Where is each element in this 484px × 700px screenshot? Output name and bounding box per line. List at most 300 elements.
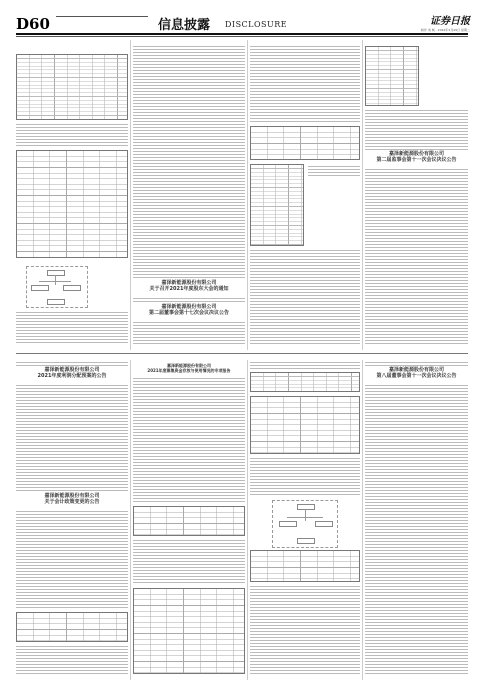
text-line — [16, 568, 128, 569]
text-line — [250, 613, 360, 614]
text-line — [133, 277, 245, 278]
text-line — [365, 385, 468, 386]
text-line — [365, 517, 468, 518]
text-line — [133, 70, 245, 71]
text-line — [133, 561, 245, 562]
text-line — [365, 667, 468, 668]
text-line — [308, 172, 360, 173]
text-line — [250, 313, 360, 314]
text-line — [250, 64, 360, 65]
text-line — [133, 160, 245, 161]
text-line — [250, 622, 360, 623]
text-line — [16, 445, 128, 446]
text-line — [133, 459, 245, 460]
text-line — [250, 319, 360, 320]
header-meta: 制作 刘 畅 · 2022年3月29日 星期二 — [420, 28, 470, 32]
text-line — [250, 652, 360, 653]
text-line — [133, 97, 245, 98]
text-line — [16, 598, 128, 599]
text-line — [365, 640, 468, 641]
text-line — [133, 322, 245, 323]
text-line — [16, 550, 128, 551]
text-line — [16, 362, 128, 363]
text-line — [365, 131, 468, 132]
text-line — [16, 532, 128, 533]
text-line — [365, 343, 468, 344]
text-line — [365, 487, 468, 488]
text-line — [16, 520, 128, 521]
text-line — [365, 538, 468, 539]
text-line — [133, 169, 245, 170]
text-line — [365, 307, 468, 308]
text-line — [365, 178, 468, 179]
text-line — [365, 610, 468, 611]
text-line — [308, 166, 360, 167]
text-line — [16, 321, 128, 322]
text-line — [250, 304, 360, 305]
text-line — [365, 334, 468, 335]
section-divider — [16, 353, 468, 354]
text-line — [250, 601, 360, 602]
text-line — [16, 433, 128, 434]
text-line — [365, 409, 468, 410]
text-line — [365, 268, 468, 269]
text-line — [133, 393, 245, 394]
text-line — [250, 586, 360, 587]
bottom-half — [16, 360, 468, 680]
text-line — [365, 238, 468, 239]
text-line — [133, 268, 245, 269]
text-line — [16, 544, 128, 545]
text-line — [365, 340, 468, 341]
text-line — [16, 460, 128, 461]
text-line — [16, 565, 128, 566]
text-line — [365, 217, 468, 218]
text-line — [133, 247, 245, 248]
text-line — [133, 76, 245, 77]
text-line — [16, 394, 128, 395]
text-line — [16, 418, 128, 419]
text-line — [365, 502, 468, 503]
text-line — [250, 58, 360, 59]
text-line — [133, 256, 245, 257]
text-line — [133, 274, 245, 275]
text-line — [16, 511, 128, 512]
notice-title: 嘉泽新能源股份有限公司 2021年度募集资金存放与使用情况的专项报告 — [147, 363, 231, 373]
text-line — [365, 110, 468, 111]
data-table — [16, 54, 128, 120]
text-line — [16, 478, 128, 479]
text-line — [133, 328, 245, 329]
text-line — [365, 113, 468, 114]
text-line — [365, 655, 468, 656]
text-line — [16, 586, 128, 587]
text-line — [365, 116, 468, 117]
text-line — [133, 477, 245, 478]
text-line — [16, 439, 128, 440]
text-line — [133, 486, 245, 487]
text-line — [365, 595, 468, 596]
text-line — [16, 397, 128, 398]
text-line — [133, 148, 245, 149]
text-line — [365, 484, 468, 485]
text-line — [365, 223, 468, 224]
text-line — [365, 316, 468, 317]
text-line — [365, 172, 468, 173]
data-table — [250, 372, 360, 392]
text-line — [250, 331, 360, 332]
text-line — [133, 489, 245, 490]
top-col-2 — [133, 40, 245, 350]
text-line — [16, 601, 128, 602]
text-line — [365, 175, 468, 176]
text-line — [250, 655, 360, 656]
text-line — [365, 496, 468, 497]
text-line — [133, 106, 245, 107]
text-line — [133, 340, 245, 341]
column-divider — [130, 360, 131, 680]
text-line — [250, 118, 360, 119]
text-line — [133, 337, 245, 338]
notice-title: 嘉泽新能源股份有限公司 关于召开2021年度股东大会的通知 — [149, 280, 229, 292]
notice-title: 嘉泽新能源股份有限公司 第二届董事会第十七次会议决议公告 — [148, 304, 229, 316]
text-line — [133, 271, 245, 272]
text-line — [365, 592, 468, 593]
text-line — [133, 483, 245, 484]
text-line — [365, 670, 468, 671]
text-line — [365, 604, 468, 605]
text-line — [250, 268, 360, 269]
text-line — [133, 151, 245, 152]
text-line — [16, 430, 128, 431]
text-line — [365, 511, 468, 512]
text-line — [365, 541, 468, 542]
text-line — [133, 163, 245, 164]
text-line — [133, 136, 245, 137]
text-line — [133, 429, 245, 430]
structure-diagram — [272, 500, 338, 548]
text-line — [16, 547, 128, 548]
text-line — [365, 451, 468, 452]
text-line — [133, 100, 245, 101]
text-line — [133, 423, 245, 424]
text-line — [365, 256, 468, 257]
text-line — [16, 514, 128, 515]
text-line — [16, 324, 128, 325]
text-line — [133, 85, 245, 86]
text-line — [365, 643, 468, 644]
bottom-col-4 — [365, 360, 468, 680]
text-line — [133, 82, 245, 83]
text-line — [365, 616, 468, 617]
text-line — [365, 412, 468, 413]
text-line — [16, 385, 128, 386]
text-line — [133, 495, 245, 496]
text-line — [250, 631, 360, 632]
text-line — [133, 438, 245, 439]
text-line — [133, 61, 245, 62]
text-line — [250, 292, 360, 293]
notice-title: 嘉泽新能源股份有限公司 2021年度利润分配预案的公告 — [37, 367, 107, 379]
text-line — [133, 109, 245, 110]
text-line — [133, 471, 245, 472]
text-line — [365, 523, 468, 524]
text-line — [16, 523, 128, 524]
text-line — [16, 388, 128, 389]
text-line — [16, 342, 128, 343]
text-line — [133, 238, 245, 239]
text-line — [365, 598, 468, 599]
text-line — [133, 199, 245, 200]
text-line — [16, 646, 128, 647]
text-line — [133, 301, 245, 302]
text-line — [365, 601, 468, 602]
text-line — [365, 493, 468, 494]
text-line — [250, 274, 360, 275]
text-line — [133, 396, 245, 397]
text-line — [133, 492, 245, 493]
top-col-1 — [16, 40, 128, 350]
text-line — [16, 442, 128, 443]
text-line — [133, 55, 245, 56]
text-line — [133, 555, 245, 556]
text-line — [16, 451, 128, 452]
text-line — [16, 142, 128, 143]
text-line — [16, 127, 128, 128]
text-line — [250, 610, 360, 611]
text-line — [365, 652, 468, 653]
text-line — [133, 220, 245, 221]
text-line — [365, 193, 468, 194]
text-line — [16, 130, 128, 131]
text-line — [365, 559, 468, 560]
text-line — [133, 325, 245, 326]
text-line — [133, 46, 245, 47]
text-line — [133, 178, 245, 179]
text-line — [365, 403, 468, 404]
text-line — [250, 598, 360, 599]
text-line — [133, 414, 245, 415]
text-line — [133, 265, 245, 266]
text-line — [250, 488, 360, 489]
text-line — [16, 391, 128, 392]
bottom-col-3 — [250, 360, 360, 680]
text-line — [133, 91, 245, 92]
text-line — [133, 579, 245, 580]
text-line — [250, 646, 360, 647]
text-line — [365, 439, 468, 440]
text-line — [133, 546, 245, 547]
text-line — [365, 475, 468, 476]
text-line — [16, 466, 128, 467]
text-line — [365, 202, 468, 203]
text-line — [250, 301, 360, 302]
text-line — [133, 549, 245, 550]
text-line — [133, 298, 245, 299]
text-line — [365, 325, 468, 326]
text-line — [16, 406, 128, 407]
data-table — [133, 506, 245, 536]
text-line — [250, 115, 360, 116]
text-line — [133, 498, 245, 499]
text-line — [133, 474, 245, 475]
text-line — [365, 607, 468, 608]
text-line — [365, 247, 468, 248]
text-line — [365, 583, 468, 584]
text-line — [365, 292, 468, 293]
text-line — [365, 580, 468, 581]
text-line — [133, 259, 245, 260]
text-line — [250, 253, 360, 254]
text-line — [16, 336, 128, 337]
text-line — [250, 365, 360, 366]
text-line — [365, 229, 468, 230]
text-line — [365, 271, 468, 272]
data-table — [365, 46, 419, 106]
text-line — [16, 667, 128, 668]
text-line — [365, 388, 468, 389]
text-line — [250, 106, 360, 107]
text-line — [133, 543, 245, 544]
text-line — [250, 316, 360, 317]
text-line — [365, 658, 468, 659]
text-line — [365, 574, 468, 575]
text-line — [133, 79, 245, 80]
text-line — [365, 143, 468, 144]
text-line — [16, 481, 128, 482]
text-line — [250, 322, 360, 323]
text-line — [16, 553, 128, 554]
top-half — [16, 40, 468, 350]
text-line — [16, 604, 128, 605]
text-line — [365, 457, 468, 458]
text-line — [365, 520, 468, 521]
text-line — [16, 652, 128, 653]
top-col-3 — [250, 40, 360, 350]
text-line — [133, 334, 245, 335]
text-line — [250, 310, 360, 311]
text-line — [133, 411, 245, 412]
text-line — [16, 607, 128, 608]
page-header — [0, 0, 484, 44]
text-line — [365, 469, 468, 470]
text-line — [365, 146, 468, 147]
header-rule-thin — [16, 36, 468, 37]
text-line — [16, 670, 128, 671]
text-line — [16, 529, 128, 530]
text-line — [133, 390, 245, 391]
text-line — [250, 628, 360, 629]
text-line — [133, 154, 245, 155]
text-line — [365, 211, 468, 212]
text-line — [133, 127, 245, 128]
text-line — [250, 283, 360, 284]
text-line — [16, 571, 128, 572]
text-line — [365, 134, 468, 135]
text-line — [250, 491, 360, 492]
text-line — [365, 208, 468, 209]
header-accent-rule — [56, 16, 148, 17]
text-line — [250, 640, 360, 641]
text-line — [250, 664, 360, 665]
text-line — [16, 436, 128, 437]
column-divider — [130, 40, 131, 350]
text-line — [133, 558, 245, 559]
text-line — [365, 436, 468, 437]
text-line — [133, 103, 245, 104]
text-line — [16, 559, 128, 560]
text-line — [365, 310, 468, 311]
column-divider — [247, 360, 248, 680]
text-line — [365, 424, 468, 425]
text-line — [250, 479, 360, 480]
text-line — [250, 82, 360, 83]
text-line — [133, 172, 245, 173]
column-divider — [247, 40, 248, 350]
text-line — [250, 482, 360, 483]
text-line — [133, 214, 245, 215]
text-line — [250, 343, 360, 344]
text-line — [250, 362, 360, 363]
text-line — [16, 535, 128, 536]
text-line — [133, 193, 245, 194]
text-line — [16, 457, 128, 458]
text-line — [365, 128, 468, 129]
text-line — [133, 567, 245, 568]
text-line — [250, 262, 360, 263]
text-line — [365, 400, 468, 401]
text-line — [365, 190, 468, 191]
text-line — [16, 448, 128, 449]
text-line — [250, 637, 360, 638]
text-line — [365, 181, 468, 182]
text-line — [133, 573, 245, 574]
structure-diagram — [26, 266, 88, 308]
text-line — [250, 91, 360, 92]
text-line — [133, 166, 245, 167]
text-line — [365, 280, 468, 281]
text-line — [250, 52, 360, 53]
text-line — [133, 223, 245, 224]
text-line — [133, 453, 245, 454]
text-line — [250, 661, 360, 662]
text-line — [133, 417, 245, 418]
text-line — [365, 125, 468, 126]
text-line — [16, 330, 128, 331]
text-line — [365, 274, 468, 275]
text-line — [365, 421, 468, 422]
text-line — [250, 46, 360, 47]
text-line — [365, 295, 468, 296]
text-line — [365, 481, 468, 482]
text-line — [365, 205, 468, 206]
text-line — [250, 73, 360, 74]
text-line — [365, 445, 468, 446]
text-line — [365, 547, 468, 548]
text-line — [365, 391, 468, 392]
text-line — [365, 196, 468, 197]
text-line — [250, 461, 360, 462]
text-line — [365, 556, 468, 557]
text-line — [250, 271, 360, 272]
text-line — [250, 649, 360, 650]
text-line — [365, 289, 468, 290]
text-line — [133, 384, 245, 385]
text-line — [250, 55, 360, 56]
text-line — [365, 463, 468, 464]
text-line — [365, 535, 468, 536]
text-line — [133, 432, 245, 433]
